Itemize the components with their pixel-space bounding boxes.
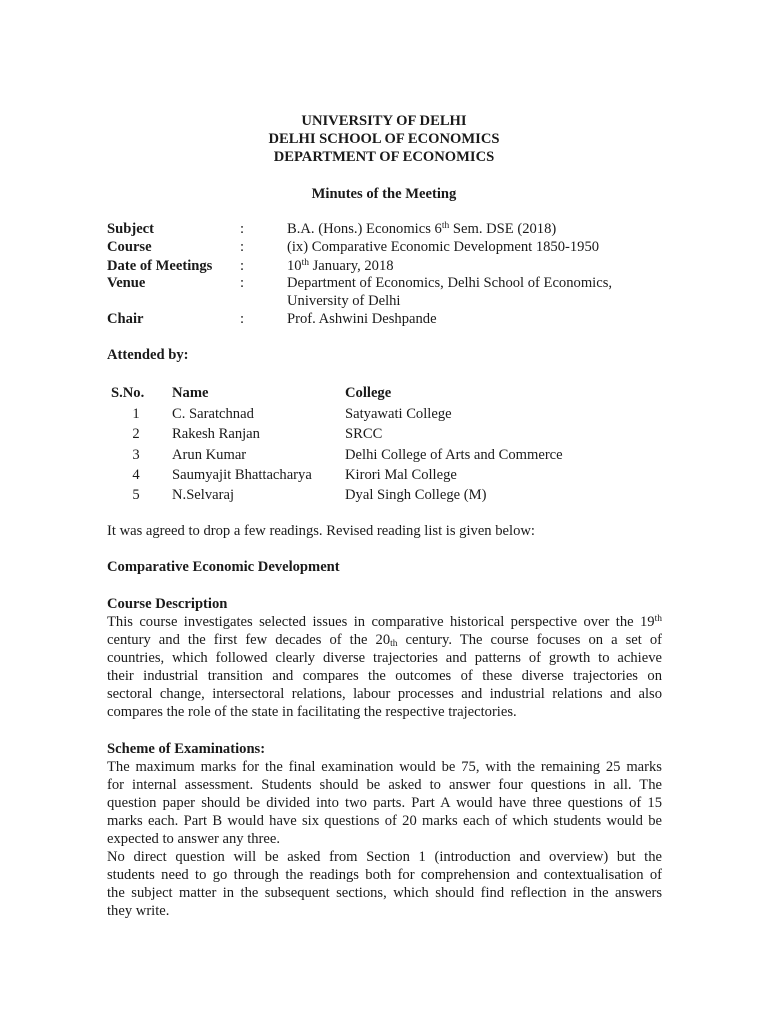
course-label: Course: [107, 239, 152, 255]
paragraph-line: expected to answer any three.: [107, 831, 281, 847]
chair-label: Chair: [107, 311, 144, 327]
column-header-name: Name: [172, 385, 209, 401]
course-description-heading: Course Description: [107, 596, 228, 612]
paragraph-line: question paper should be divided into two parts. Part A would have three questions of 15: [107, 795, 662, 811]
scheme-heading: Scheme of Examinations:: [107, 741, 266, 757]
chair-value: Prof. Ashwini Deshpande: [287, 311, 437, 327]
university-name: UNIVERSITY OF DELHI: [301, 113, 467, 129]
paragraph-line: marks each. Part B would have six questions of 20 marks each of which students would be: [107, 813, 662, 829]
paragraph-line: they write.: [107, 903, 170, 919]
course-value: (ix) Comparative Economic Development 1850-1950: [287, 239, 600, 255]
paragraph-line: students need to go through the readings both for comprehension and contextualisation of: [107, 867, 662, 883]
paragraph-line: countries, which followed clearly diverse trajectories and patterns of growth to achieve: [107, 650, 662, 666]
row-number: 5: [132, 487, 140, 503]
member-college: Satyawati College: [345, 406, 452, 422]
course-title: Comparative Economic Development: [107, 559, 340, 575]
school-name: DELHI SCHOOL OF ECONOMICS: [268, 131, 500, 147]
attended-by-heading: Attended by:: [107, 347, 189, 363]
course-colon: :: [240, 239, 245, 255]
row-number: 4: [132, 467, 140, 483]
paragraph-line: for internal assessment. Students should be asked to answer four questions in all. The: [107, 777, 662, 793]
scheme-text: [107, 758, 662, 920]
subject-label: Subject: [107, 221, 155, 237]
course-description-text: [107, 613, 662, 721]
member-college: SRCC: [345, 426, 383, 442]
chair-colon: :: [240, 311, 245, 327]
paragraph-line: sectoral change, intersectoral relations, labour processes and industrial relations and also: [107, 686, 662, 702]
row-number: 3: [132, 447, 140, 463]
member-college: Kirori Mal College: [345, 467, 457, 483]
paragraph-line: This course investigates selected issues in comparative historical perspective over the 19th: [107, 614, 662, 630]
date-value: 10th January, 2018: [287, 258, 394, 274]
member-name: N.Selvaraj: [172, 487, 235, 503]
paragraph-line: their industrial transition and compares the outcomes of these diverse trajectories on: [107, 668, 662, 684]
venue-label: Venue: [107, 275, 146, 291]
document-title: Minutes of the Meeting: [311, 186, 457, 202]
paragraph-line: The maximum marks for the final examination would be 75, with the remaining 25 marks: [107, 759, 662, 775]
venue-value-line2: University of Delhi: [287, 293, 401, 309]
paragraph-line: the subject matter in the subsequent sections, which should find reflection in the answers: [107, 885, 662, 901]
row-number: 1: [132, 406, 140, 422]
venue-value-line1: Department of Economics, Delhi School of Economics,: [287, 275, 613, 291]
column-header-college: College: [345, 385, 392, 401]
agreement-note: It was agreed to drop a few readings. Revised reading list is given below:: [107, 523, 535, 539]
row-number: 2: [132, 426, 140, 442]
date-colon: :: [240, 258, 245, 274]
member-college: Delhi College of Arts and Commerce: [345, 447, 563, 463]
member-college: Dyal Singh College (M): [345, 487, 487, 503]
member-name: Arun Kumar: [172, 447, 247, 463]
column-header-sno: S.No.: [111, 385, 145, 401]
paragraph-line: No direct question will be asked from Section 1 (introduction and overview) but the: [107, 849, 662, 865]
member-name: Rakesh Ranjan: [172, 426, 260, 442]
subject-value: B.A. (Hons.) Economics 6th Sem. DSE (2018): [287, 221, 557, 237]
paragraph-line: compares the role of the state in facilitating the respective trajectories.: [107, 704, 517, 720]
date-label: Date of Meetings: [107, 258, 213, 274]
subject-colon: :: [240, 221, 245, 237]
member-name: Saumyajit Bhattacharya: [172, 467, 312, 483]
venue-colon: :: [240, 275, 245, 291]
department-name: DEPARTMENT OF ECONOMICS: [273, 149, 495, 165]
member-name: C. Saratchnad: [172, 406, 254, 422]
paragraph-line: century and the first few decades of the $20_{th}$ century. The course focuses on a set of: [107, 632, 662, 649]
